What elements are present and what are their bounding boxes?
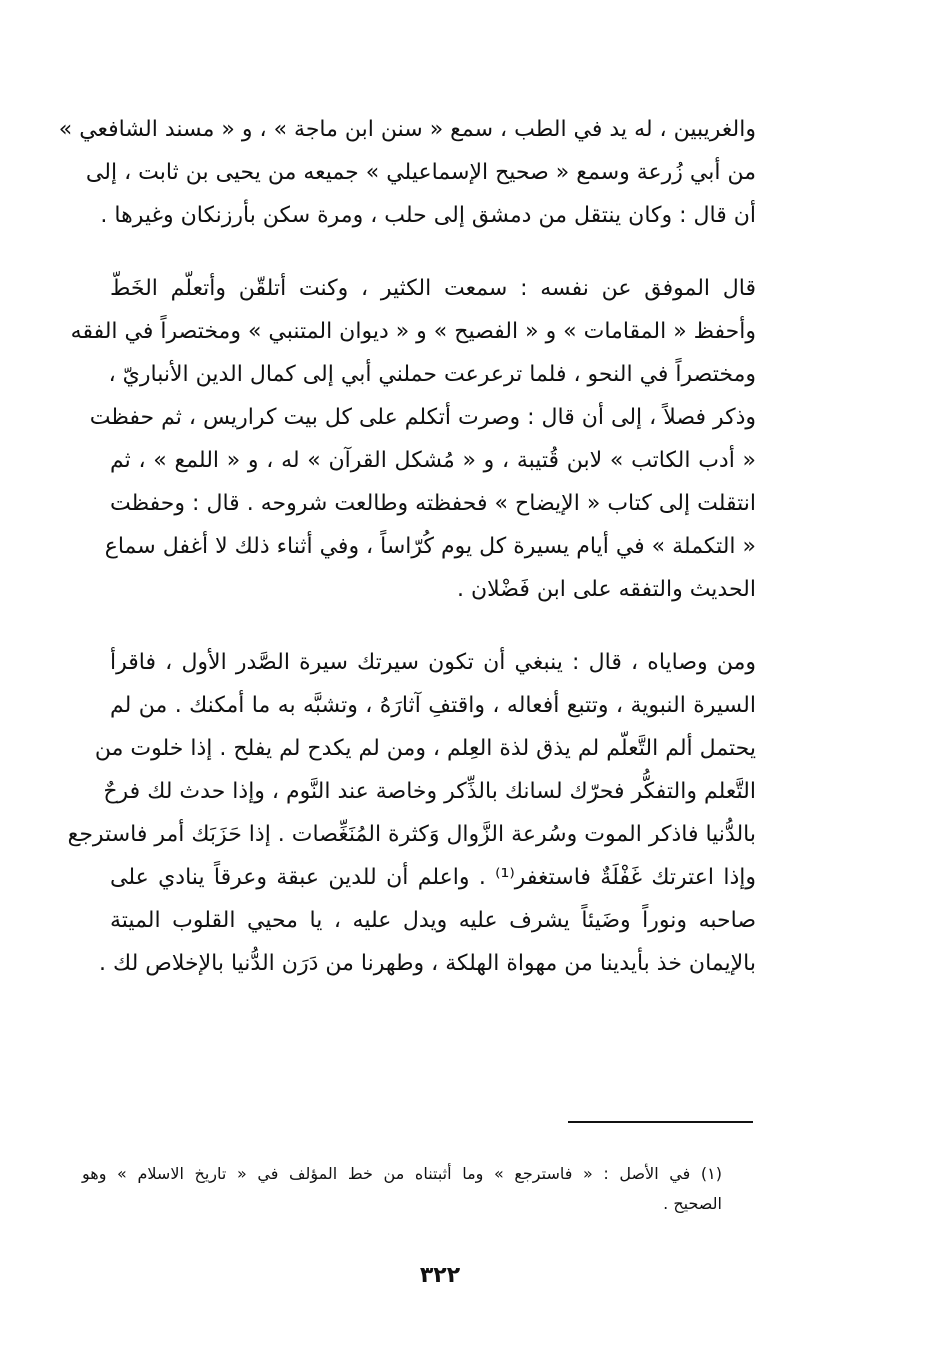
main-text	[58, 108, 756, 1015]
text-line: « التكملة » في أيام يسيرة كل يوم كُرّاساً ، وفي أثناء ذلك لا أغفل سماع	[104, 534, 756, 559]
text-line: من أبي زُرعة وسمع « صحيح الإسماعيلي » جميعه من يحيى بن ثابت ، إلى	[85, 160, 756, 185]
text-line: بالدُّنيا فاذكر الموت وسُرعة الزَّوال وَكثرة المُنَغِّصات . إذا حَزَبَك أمر فاسترجع	[67, 822, 756, 847]
text-line: انتقلت إلى كتاب « الإيضاح » فحفظته وطالعت شروحه . قال : وحفظت	[110, 491, 756, 516]
paragraph-3	[67, 641, 756, 985]
text-line: وإذا اعترتك غَفْلَةٌ فاستغفر⁽¹⁾ . واعلم أن للدين عبقة وعرقاً ينادي على	[110, 865, 756, 890]
text-line: قال الموفق عن نفسه : سمعت الكثير ، وكنت أتلقّن وأتعلّم الخَطّ	[110, 276, 756, 301]
text-line: ومن وصاياه ، قال : ينبغي أن تكون سيرتك سيرة الصَّدر الأول ، فاقرأ	[110, 650, 756, 675]
paragraph-2	[70, 267, 756, 611]
footnote-line: (١) في الأصل : « فاسترجع » وما أثبتناه من خط المؤلف في « تاريخ الاسلام » وهو	[82, 1164, 722, 1183]
text-line: الحديث والتفقه على ابن فَضْلان .	[457, 577, 756, 602]
text-line: ومختصراً في النحو ، فلما ترعرعت حملني أبي إلى كمال الدين الأنباريّ ،	[108, 362, 756, 387]
text-line: بالإيمان خذ بأيدينا من مهواة الهلكة ، وطهرنا من دَرَن الدُّنيا بالإخلاص لك .	[99, 951, 756, 976]
text-line: « أدب الكاتب » لابن قُتيبة ، و « مُشكل القرآن » له ، و « اللمع » ، ثم	[110, 448, 756, 473]
text-line: صاحبه ونوراً وضَيئاً يشرف عليه ويدل عليه ، يا محيي القلوب الميتة	[110, 908, 756, 933]
text-line: وأحفظ « المقامات » و « الفصيح » و « ديوان المتنبي » ومختصراً في الفقه	[70, 319, 756, 344]
footnote-separator	[568, 1121, 753, 1123]
paragraph-1	[58, 108, 756, 237]
text-line: وذكر فصلاً ، إلى أن قال : وصرت أتكلم على كل بيت كراريس ، ثم حفظت	[89, 405, 756, 430]
footnote-line: الصحيح .	[663, 1194, 722, 1213]
text-line: السيرة النبوية ، وتتبع أفعاله ، واقتفِ آثارَهُ ، وتشبَّه به ما أمكنك . من لم	[110, 693, 756, 718]
text-line: التَّعلم والتفكُّر فحرّك لسانك بالذِّكر وخاصة عند النَّوم ، وإذا حدث لك فرحٌ	[103, 779, 756, 804]
text-line: أن قال : وكان ينتقل من دمشق إلى حلب ، ومرة سكن بأرزنكان وغيرها .	[100, 203, 756, 228]
text-line: يحتمل ألم التَّعلّم لم يذق لذة العِلم ، ومن لم يكدح لم يفلح . إذا خلوت من	[94, 736, 756, 761]
text-line: والغريبين ، له يد في الطب ، سمع « سنن ابن ماجة » ، و « مسند الشافعي »	[58, 117, 756, 142]
footnote	[82, 1159, 722, 1219]
page-number: ٣٢٢	[419, 1263, 461, 1288]
